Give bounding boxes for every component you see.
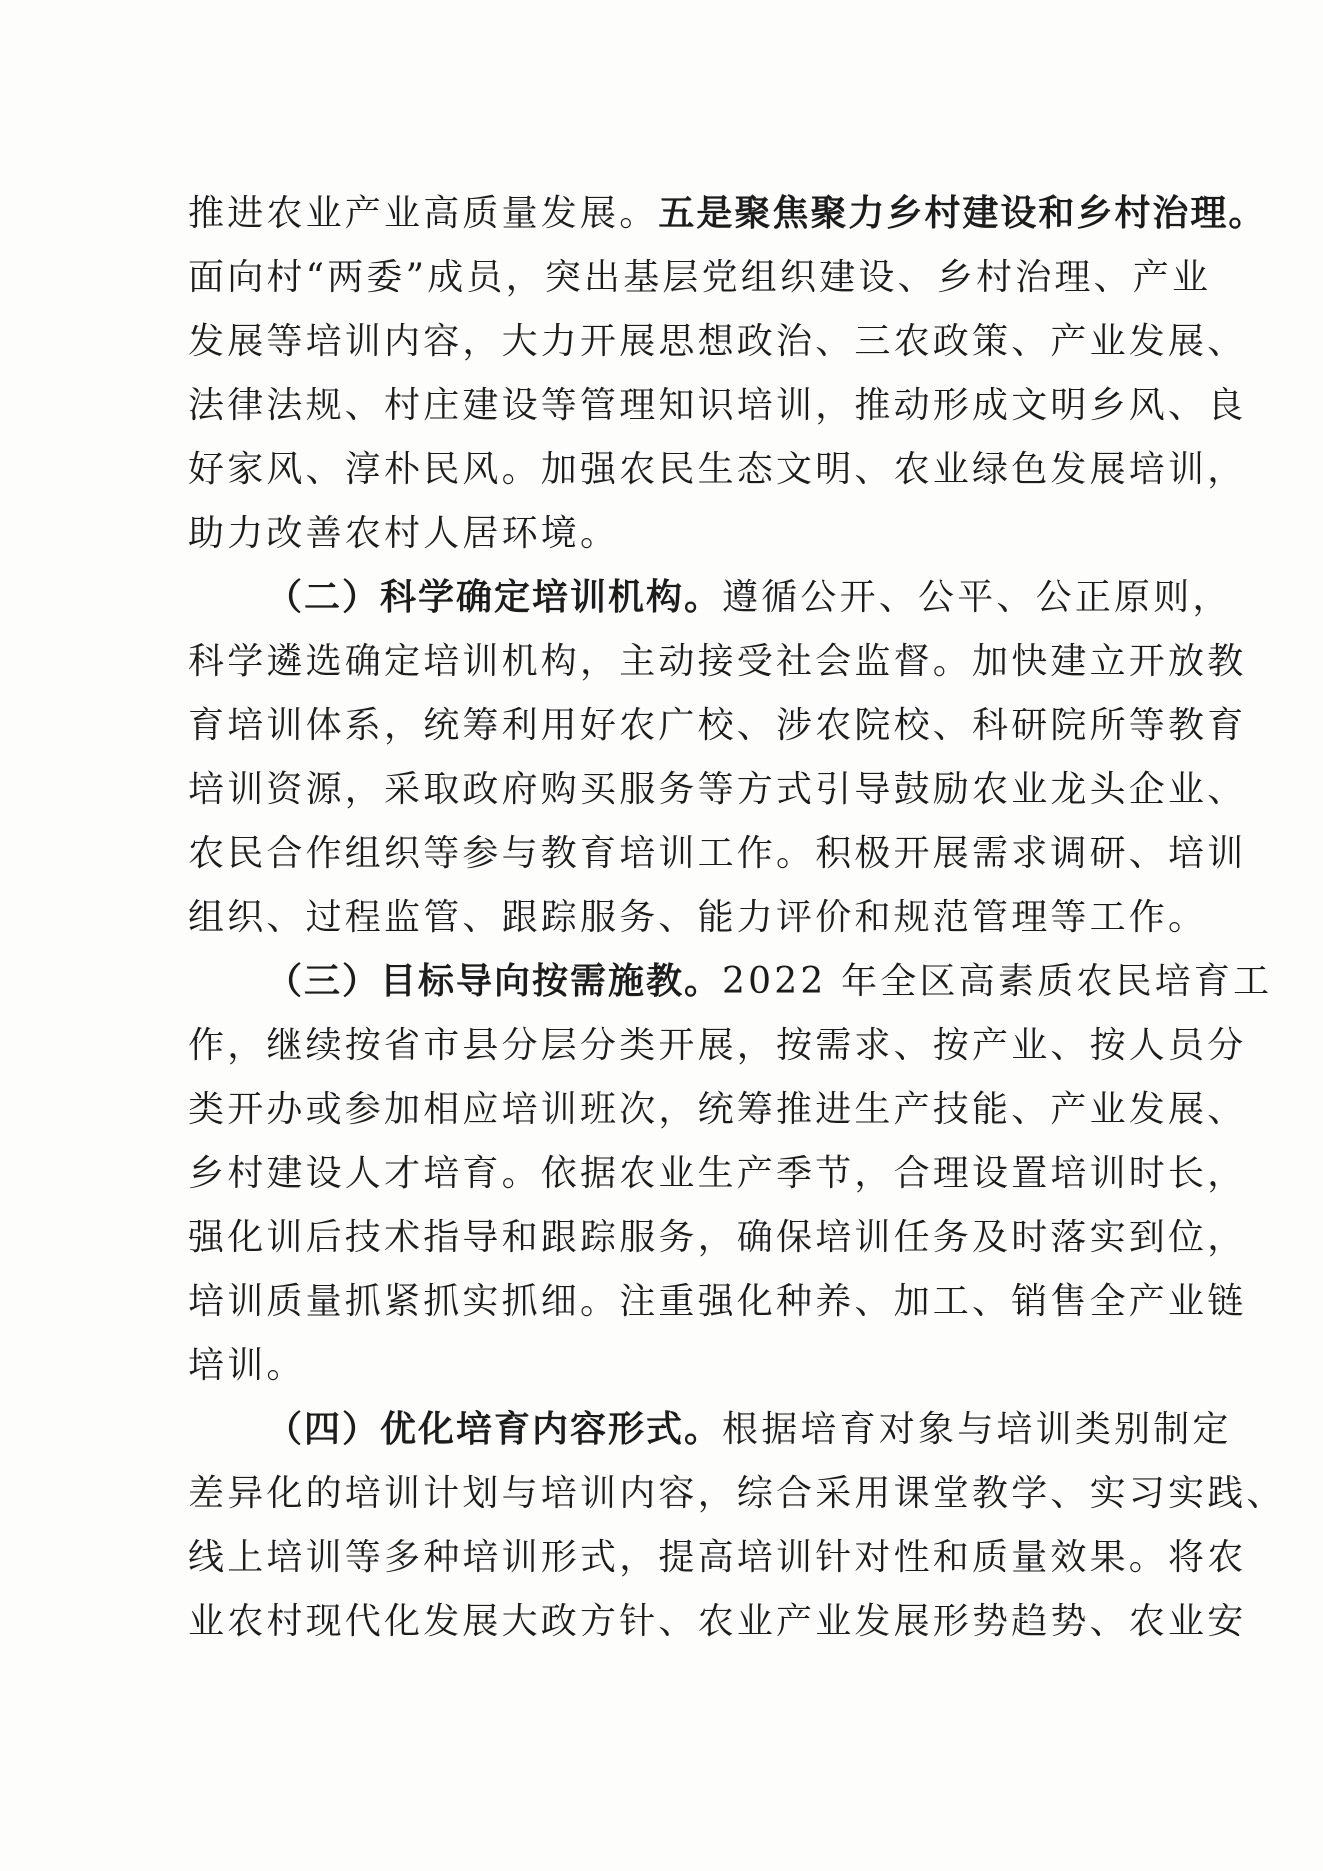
text-line <box>188 502 1160 566</box>
body-text: 线上培训等多种培训形式，提高培训针对性和质量效果。将农 <box>188 1537 1247 1578</box>
text-line <box>188 1078 1247 1142</box>
body-text: 面向村“两委”成员，突出基层党组织建设、乡村治理、产业 <box>188 257 1212 298</box>
body-text: 业农村现代化发展大政方针、农业产业发展形势趋势、农业安 <box>188 1601 1247 1642</box>
text-line <box>188 1206 1247 1270</box>
text-line <box>188 758 1247 822</box>
text-line <box>188 950 1273 1014</box>
body-text: 培训质量抓紧抓实抓细。注重强化种养、加工、销售全产业链 <box>188 1281 1247 1322</box>
body-text: 好家风、淳朴民风。加强农民生态文明、农业绿色发展培训， <box>188 449 1247 490</box>
body-text: 强化训后技术指导和跟踪服务，确保培训任务及时落实到位， <box>188 1217 1247 1258</box>
body-text: 乡村建设人才培育。依据农业生产季节，合理设置培训时长， <box>188 1153 1247 1194</box>
document-body <box>188 182 1286 1654</box>
body-text: 组织、过程监管、跟踪服务、能力评价和规范管理等工作。 <box>188 897 1208 938</box>
body-text: 类开办或参加相应培训班次，统筹推进生产技能、产业发展、 <box>188 1089 1247 1130</box>
text-line <box>188 310 1247 374</box>
text-line <box>188 182 1267 246</box>
bold-heading-text: （四）优化培育内容形式。 <box>266 1409 723 1450</box>
body-text: 差异化的培训计划与培训内容，综合采用课堂教学、实习实践、 <box>188 1473 1286 1514</box>
body-text: 作，继续按省市县分层分类开展，按需求、按产业、按人员分 <box>188 1025 1247 1066</box>
body-text: 法律法规、村庄建设等管理知识培训，推动形成文明乡风、良 <box>188 385 1247 426</box>
text-line <box>188 822 1247 886</box>
text-line <box>188 1398 1232 1462</box>
text-line <box>188 1270 1247 1334</box>
text-line <box>188 694 1247 758</box>
text-line <box>188 1526 1247 1590</box>
body-text: 推进农业产业高质量发展。 <box>188 193 659 234</box>
scan-speck <box>1080 1108 1081 1109</box>
body-text: 农民合作组织等参与教育培训工作。积极开展需求调研、培训 <box>188 833 1247 874</box>
text-line <box>188 566 1232 630</box>
text-line <box>188 630 1247 694</box>
text-line <box>188 1462 1286 1526</box>
body-text: 培训。 <box>188 1345 306 1386</box>
text-line <box>188 1014 1247 1078</box>
bold-heading-text: （二）科学确定培训机构。 <box>266 577 723 618</box>
body-text: 培训资源，采取政府购买服务等方式引导鼓励农业龙头企业、 <box>188 769 1247 810</box>
body-text: 遵循公开、公平、公正原则， <box>722 577 1232 618</box>
bold-heading-text: （三）目标导向按需施教。 <box>266 961 723 1002</box>
text-line <box>188 1334 1160 1398</box>
text-line <box>188 438 1247 502</box>
body-text: 科学遴选确定培训机构，主动接受社会监督。加快建立开放教 <box>188 641 1247 682</box>
text-line <box>188 374 1247 438</box>
body-text: 根据培育对象与培训类别制定 <box>722 1409 1232 1450</box>
text-line <box>188 1590 1247 1654</box>
text-line <box>188 246 1212 310</box>
bold-heading-text: 五是聚焦聚力乡村建设和乡村治理。 <box>658 193 1267 234</box>
body-text: 发展等培训内容，大力开展思想政治、三农政策、产业发展、 <box>188 321 1247 362</box>
text-line <box>188 1142 1247 1206</box>
text-line <box>188 886 1208 950</box>
body-text: 育培训体系，统筹利用好农广校、涉农院校、科研院所等教育 <box>188 705 1247 746</box>
body-text: 2022 年全区高素质农民培育工 <box>722 961 1273 1002</box>
body-text: 助力改善农村人居环境。 <box>188 513 620 554</box>
